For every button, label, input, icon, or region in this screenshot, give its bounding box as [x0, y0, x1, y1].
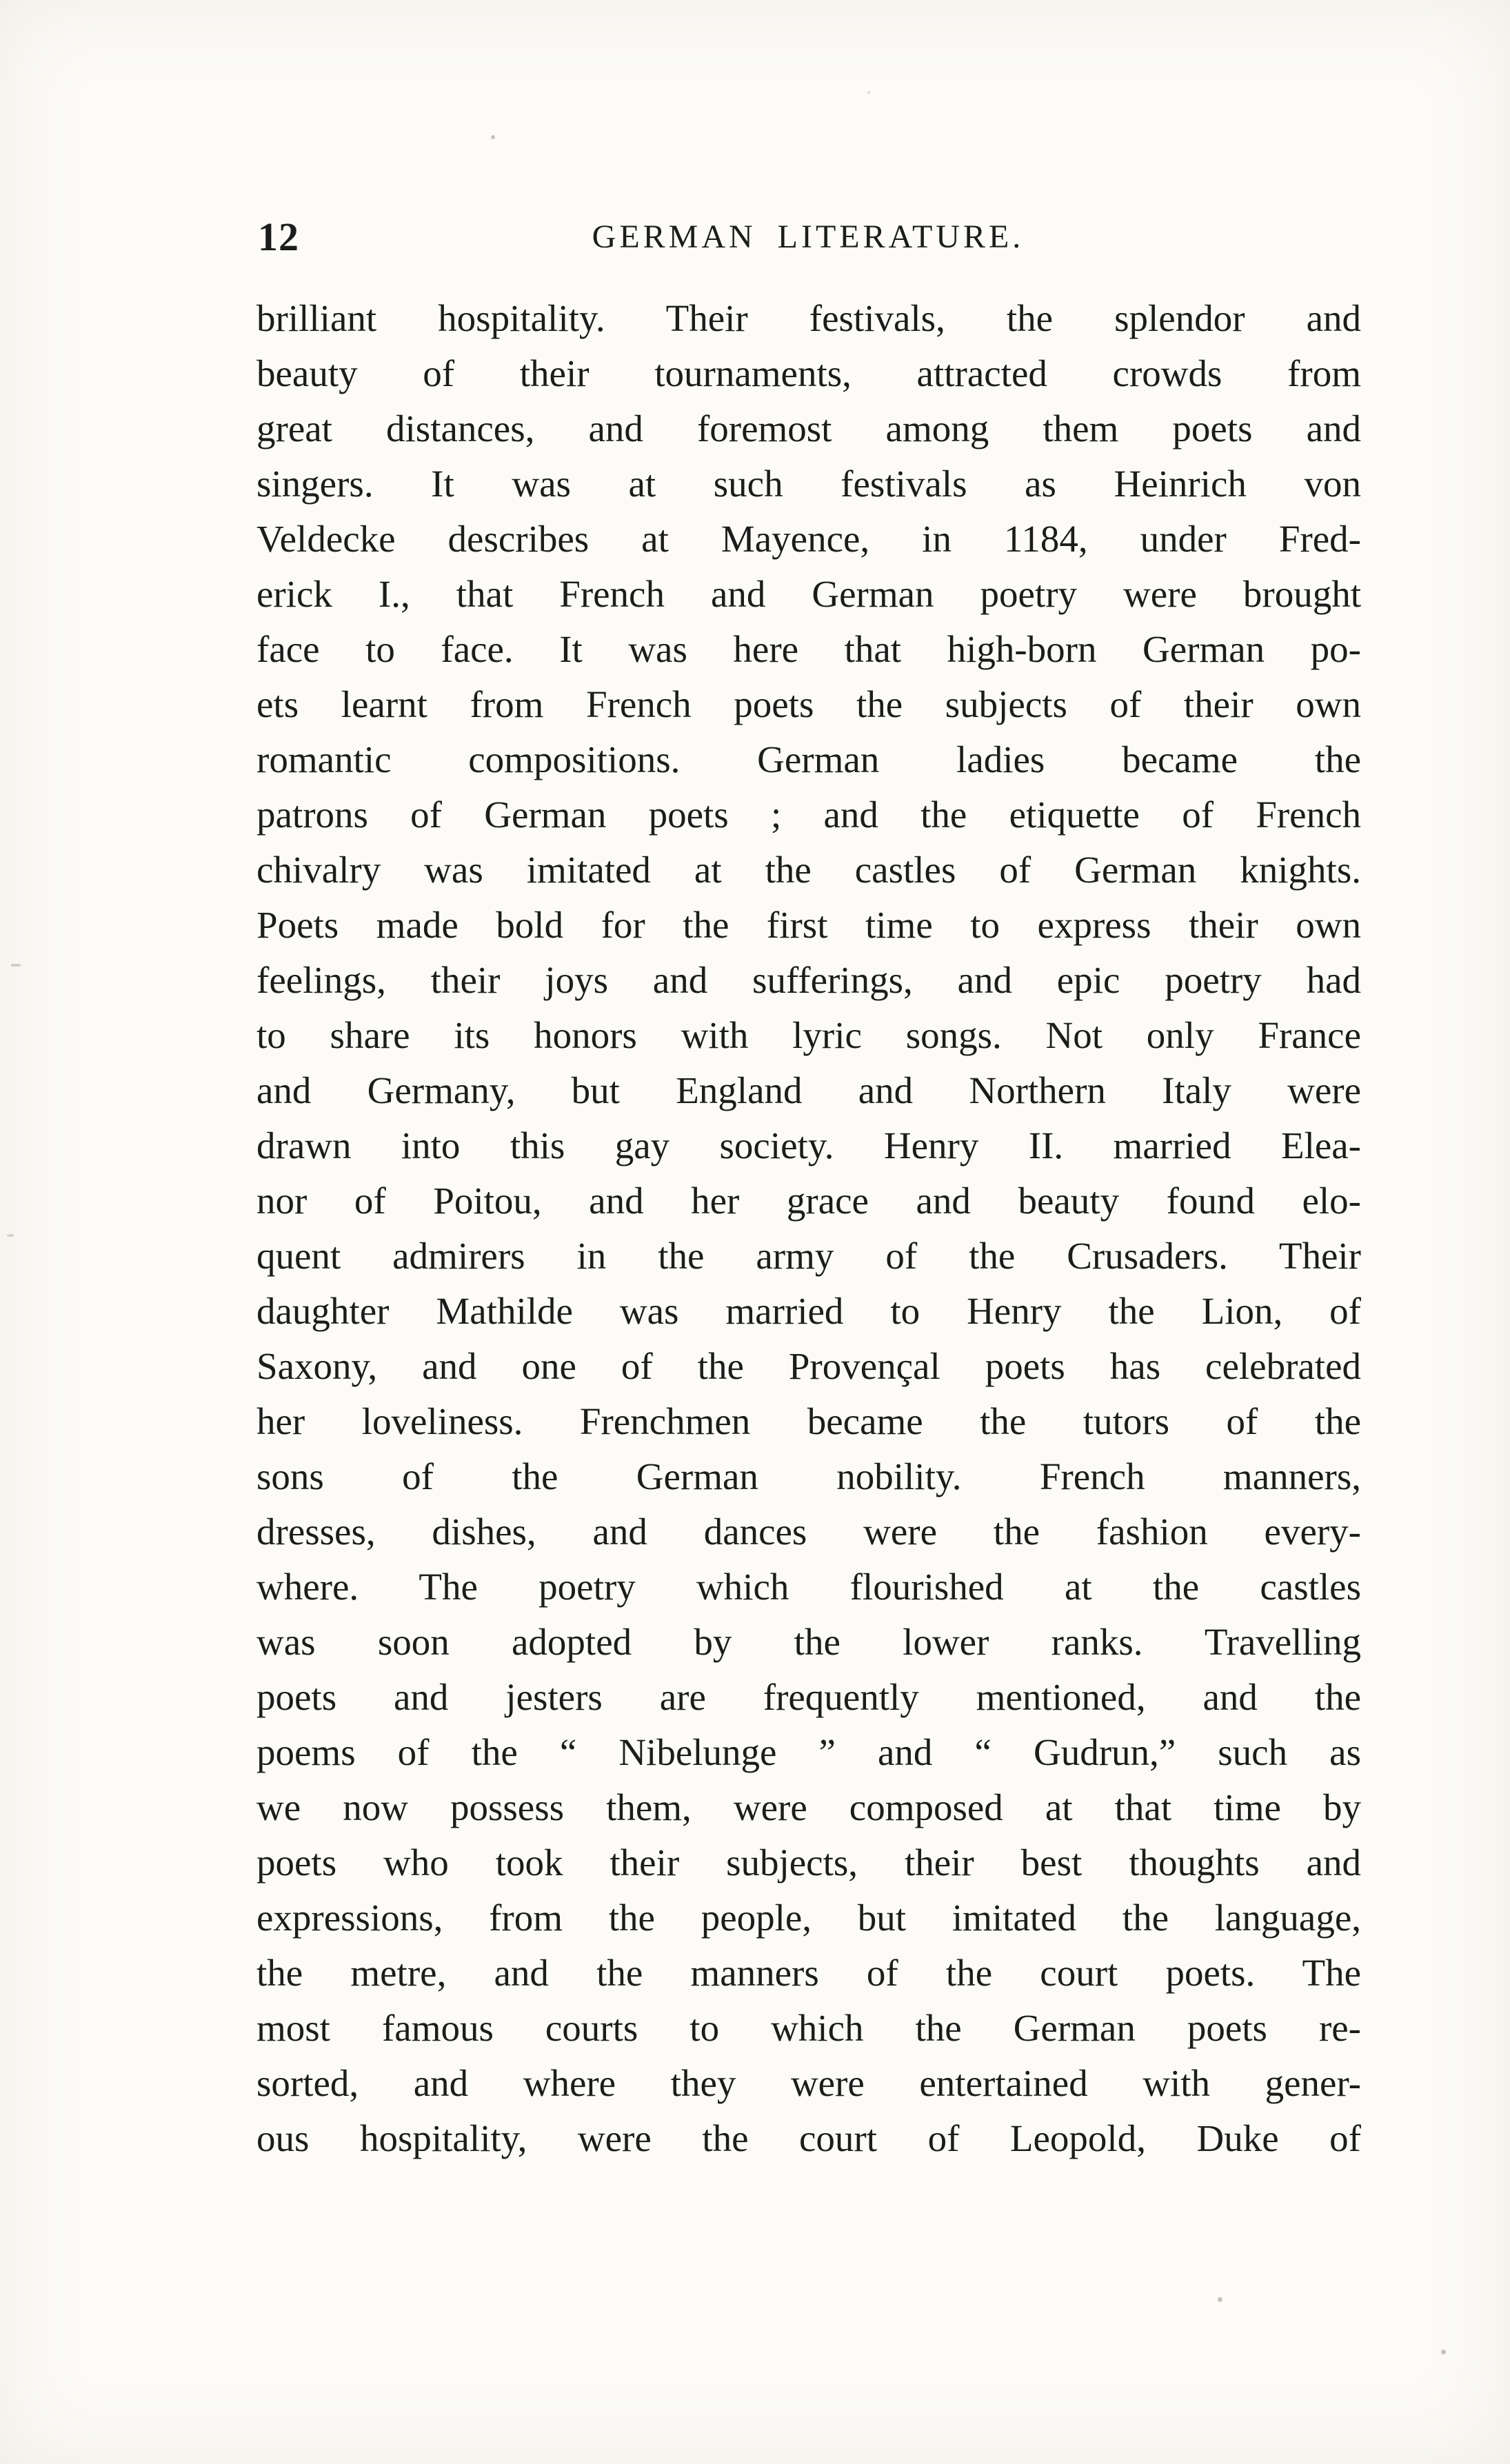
text-line: we now possess them, were composed at that time by: [256, 1786, 1361, 1828]
scan-speck: [867, 91, 870, 94]
text-line: most famous courts to which the German poets re-: [256, 2007, 1361, 2049]
page-number: 12: [258, 214, 299, 259]
scan-speck: [7, 1234, 14, 1237]
running-title: GERMAN LITERATURE.: [592, 219, 1025, 255]
text-line: the metre, and the manners of the court poets. The: [256, 1952, 1361, 1994]
text-line: was soon adopted by the lower ranks. Travelling: [256, 1621, 1361, 1663]
scan-speck: [491, 135, 495, 139]
body-text: [256, 291, 1361, 2166]
text-line: Saxony, and one of the Provençal poets has celebrated: [256, 1345, 1361, 1387]
text-line: singers. It was at such festivals as Heinrich von: [256, 463, 1361, 505]
text-line: poets and jesters are frequently mentioned, and the: [256, 1676, 1361, 1718]
text-line: expressions, from the people, but imitated the language,: [256, 1897, 1361, 1939]
text-line: feelings, their joys and sufferings, and epic poetry had: [256, 959, 1361, 1001]
text-line: sorted, and where they were entertained with gener-: [256, 2062, 1361, 2104]
text-line: her loveliness. Frenchmen became the tutors of the: [256, 1400, 1361, 1442]
text-line: Poets made bold for the first time to express their own: [256, 904, 1361, 946]
text-line: poets who took their subjects, their best thoughts and: [256, 1841, 1361, 1884]
text-line: erick I., that French and German poetry were brought: [256, 573, 1361, 615]
text-line: quent admirers in the army of the Crusaders. Their: [256, 1235, 1361, 1277]
text-line: ets learnt from French poets the subjects of their own: [256, 683, 1361, 725]
scan-speck: [11, 964, 21, 967]
text-line: poems of the “ Nibelunge ” and “ Gudrun,” such as: [256, 1731, 1361, 1773]
text-line: great distances, and foremost among them poets and: [256, 407, 1361, 450]
text-line: face to face. It was here that high-born German po-: [256, 628, 1361, 670]
text-line: and Germany, but England and Northern Italy were: [256, 1069, 1361, 1111]
text-line: nor of Poitou, and her grace and beauty found elo-: [256, 1180, 1361, 1222]
text-line: Veldecke describes at Mayence, in 1184, under Fred-: [256, 518, 1361, 560]
text-line: dresses, dishes, and dances were the fashion every-: [256, 1511, 1361, 1553]
text-line: daughter Mathilde was married to Henry the Lion, of: [256, 1290, 1361, 1332]
text-line: where. The poetry which flourished at the castles: [256, 1566, 1361, 1608]
text-line: sons of the German nobility. French manners,: [256, 1455, 1361, 1497]
text-line: romantic compositions. German ladies became the: [256, 738, 1361, 780]
text-line: beauty of their tournaments, attracted crowds from: [256, 352, 1361, 394]
page-header: [256, 214, 1360, 262]
text-line: patrons of German poets ; and the etiquette of French: [256, 794, 1361, 836]
text-line: ous hospitality, were the court of Leopold, Duke of: [256, 2117, 1361, 2159]
text-line: brilliant hospitality. Their festivals, the splendor and: [256, 297, 1361, 339]
scan-speck: [1218, 2297, 1222, 2302]
scan-speck: [1441, 2350, 1446, 2354]
text-line: chivalry was imitated at the castles of German knights.: [256, 849, 1361, 891]
text-line: drawn into this gay society. Henry II. married Elea-: [256, 1124, 1361, 1167]
text-line: to share its honors with lyric songs. Not only France: [256, 1014, 1361, 1056]
